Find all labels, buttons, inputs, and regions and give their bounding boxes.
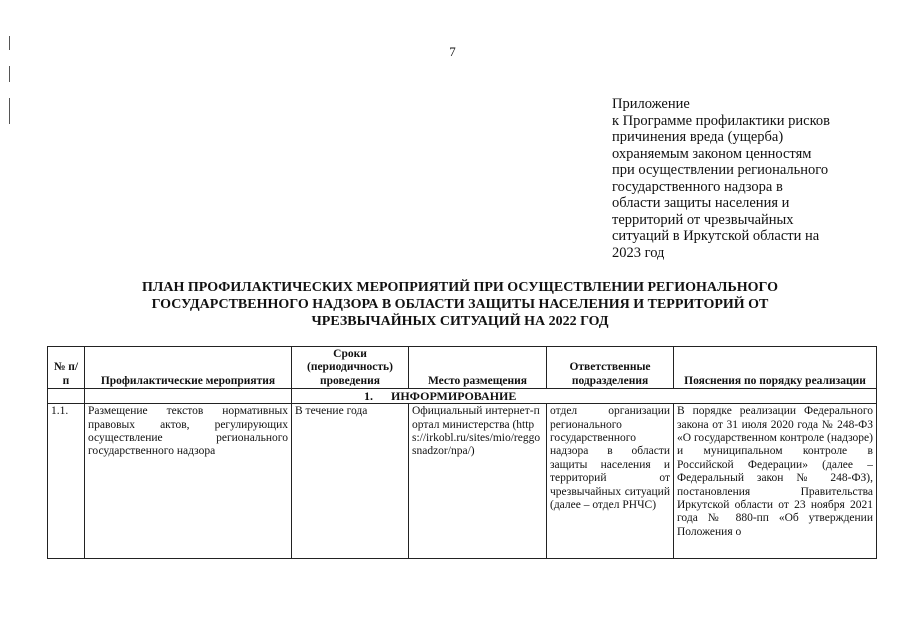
appendix-line: области защиты населения и: [612, 195, 790, 211]
plan-title-line: ГОСУДАРСТВЕННОГО НАДЗОРА В ОБЛАСТИ ЗАЩИТЫ НАСЕЛЕНИЯ И ТЕРРИТОРИЙ ОТ: [151, 297, 769, 312]
cell-responsible: [547, 404, 674, 559]
appendix-line: при осуществлении регионального: [612, 162, 829, 178]
appendix-line: государственного надзора в: [612, 178, 783, 195]
section-number: 1.: [364, 389, 373, 404]
cell-explanation-text: В порядке реализации Федерального закона от 31 июля 2020 года № 248-ФЗ «О государственном контроле (надзоре) и муниципальном контроле в Российской Федерации» (далее – Федеральный закон № 248-ФЗ), постановления Правительства Иркутской области от 23 ноября 2021 года № 880-пп «Об утверждении Положения о: [677, 405, 873, 538]
header-responsible: Ответственные подразделения: [547, 347, 674, 389]
header-activity: Профилактические мероприятия: [85, 347, 292, 389]
cell-place: [409, 404, 547, 559]
section-row: [48, 389, 877, 404]
plan-title-line: ЧРЕЗВЫЧАЙНЫХ СИТУАЦИЙ НА 2022 ГОД: [311, 314, 609, 329]
appendix-line: ситуаций в Иркутской области на: [612, 228, 820, 244]
cell-num: [48, 404, 85, 559]
appendix-line: охраняемым законом ценностям: [612, 145, 812, 162]
section-title-cell: [292, 389, 877, 404]
cell-place-text: Официальный интернет-портал министерства (https://irkobl.ru/sites/mio/reggosnadzor/npa/): [412, 405, 541, 458]
appendix-line: к Программе профилактики рисков: [612, 112, 831, 129]
cell-period: [292, 404, 409, 559]
header-place: Место размещения: [409, 347, 547, 389]
cell-explanation: [674, 404, 877, 559]
cell-responsible-text: отдел организации регионального государственного надзора в области защиты населения и территорий от чрезвычайных ситуаций (далее – отдел РНЧС): [550, 405, 670, 512]
margin-mark: [9, 66, 10, 82]
section-title: ИНФОРМИРОВАНИЕ: [391, 389, 517, 404]
cell-num-text: 1.1.: [51, 405, 69, 418]
table-row: [48, 404, 877, 559]
section-spacer-cell: [85, 389, 292, 404]
header-num: № п/п: [48, 347, 85, 389]
plan-title-line: ПЛАН ПРОФИЛАКТИЧЕСКИХ МЕРОПРИЯТИЙ ПРИ ОСУЩЕСТВЛЕНИИ РЕГИОНАЛЬНОГО: [142, 280, 778, 295]
header-period: Сроки (периодичность) проведения: [292, 347, 409, 389]
cell-activity: [85, 404, 292, 559]
plan-title: [60, 279, 860, 330]
appendix-line: Приложение: [612, 96, 690, 112]
appendix-line: 2023 год: [612, 244, 665, 261]
appendix-line: причинения вреда (ущерба): [612, 129, 784, 145]
page-number: 7: [449, 44, 456, 59]
cell-period-text: В течение года: [295, 405, 368, 418]
margin-mark: [9, 98, 10, 124]
table-header-row: [48, 347, 877, 389]
plan-table: [47, 346, 877, 559]
cell-activity-text: Размещение текстов нормативных правовых актов, регулирующих осуществление регионального государственного надзора: [88, 405, 288, 458]
section-num-cell: [48, 389, 85, 404]
appendix-line: территорий от чрезвычайных: [612, 211, 794, 228]
header-explanation: Пояснения по порядку реализации: [674, 347, 877, 389]
appendix-note: [612, 96, 862, 261]
